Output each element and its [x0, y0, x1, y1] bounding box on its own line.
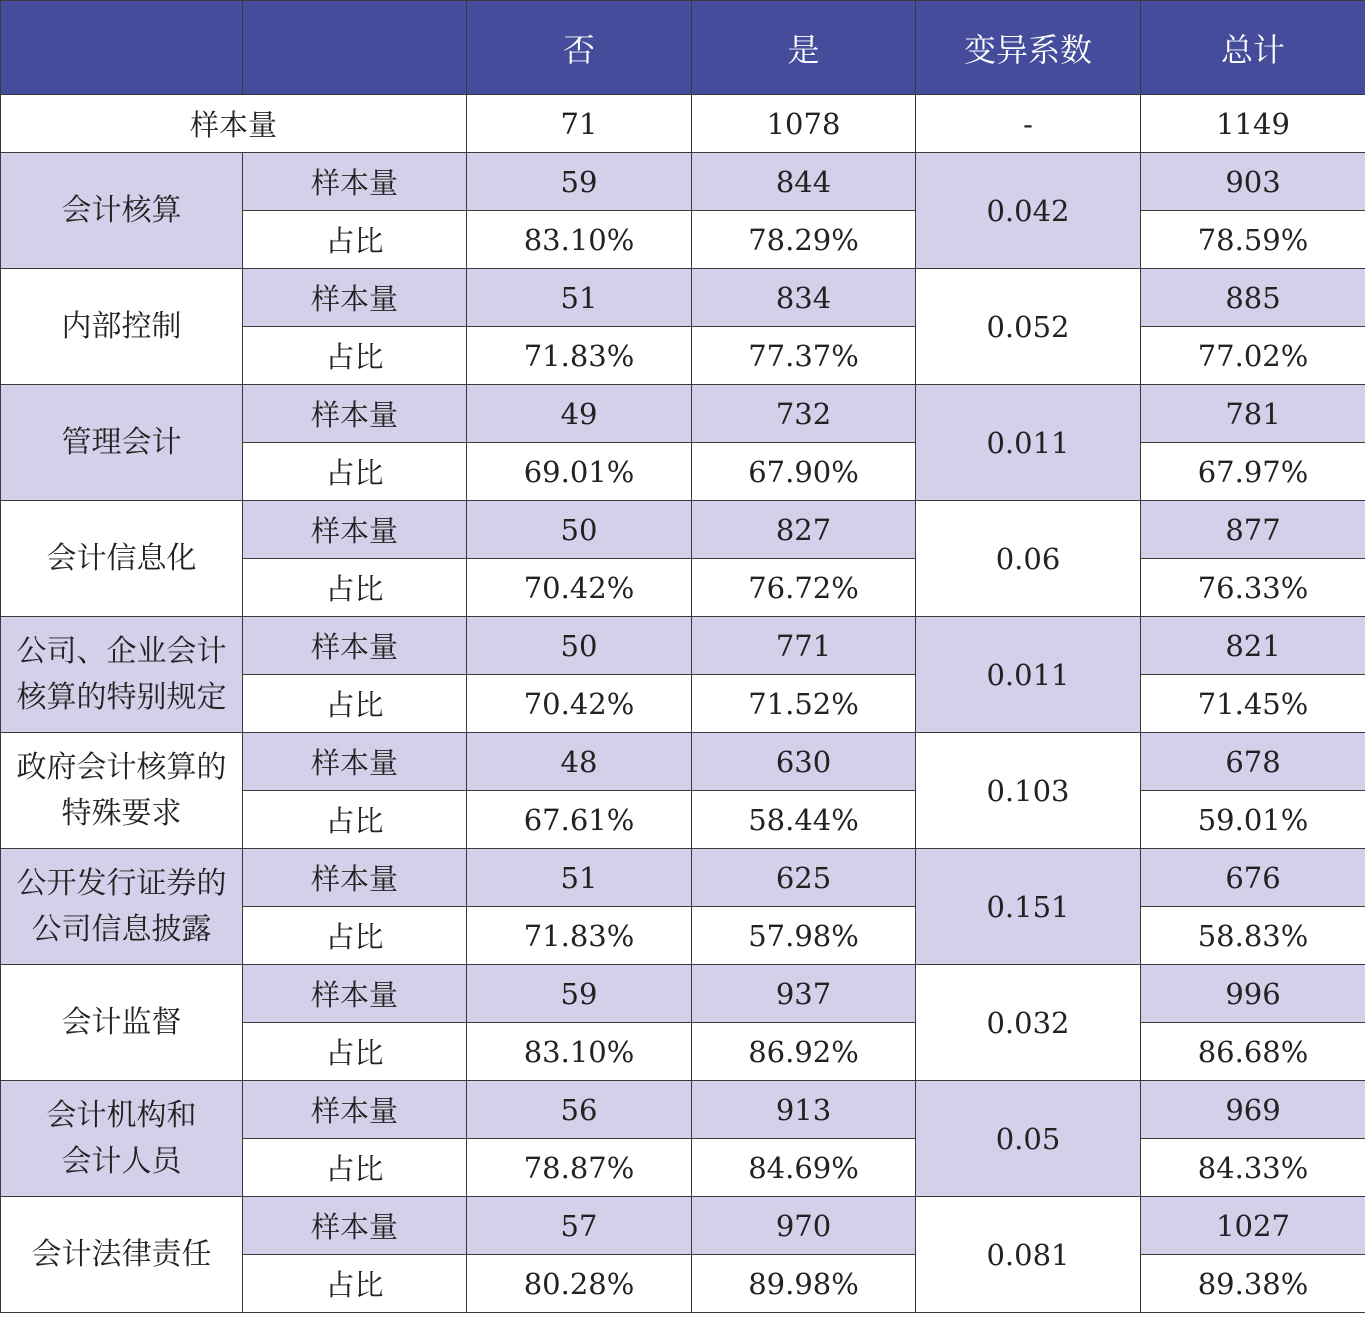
ratio-no: 70.42% [467, 559, 692, 617]
count-total: 885 [1141, 269, 1365, 327]
category-line-1: 政府会计核算的 [16, 749, 227, 785]
cv-value: 0.05 [916, 1081, 1141, 1197]
category-cell: 管理会计 [1, 385, 243, 501]
sample-cv: - [916, 95, 1141, 153]
count-yes: 970 [692, 1197, 916, 1255]
ratio-yes: 57.98% [692, 907, 916, 965]
category-cell [1, 849, 243, 965]
subtype-count-label: 样本量 [243, 617, 467, 675]
table-row [1, 1081, 1365, 1139]
count-yes: 771 [692, 617, 916, 675]
count-no: 57 [467, 1197, 692, 1255]
count-no: 51 [467, 849, 692, 907]
ratio-total: 59.01% [1141, 791, 1365, 849]
count-no: 50 [467, 617, 692, 675]
count-no: 50 [467, 501, 692, 559]
count-total: 996 [1141, 965, 1365, 1023]
header-row [1, 1, 1365, 95]
sample-total: 1149 [1141, 95, 1365, 153]
category-line-1: 会计机构和 [46, 1097, 197, 1133]
category-cell: 会计法律责任 [1, 1197, 243, 1313]
table-row [1, 501, 1365, 559]
ratio-yes: 67.90% [692, 443, 916, 501]
subtype-ratio-label: 占比 [243, 791, 467, 849]
ratio-no: 71.83% [467, 327, 692, 385]
subtype-ratio-label: 占比 [243, 327, 467, 385]
table-header [1, 1, 1365, 95]
count-no: 59 [467, 965, 692, 1023]
sample-no: 71 [467, 95, 692, 153]
subtype-count-label: 样本量 [243, 501, 467, 559]
ratio-total: 77.02% [1141, 327, 1365, 385]
category-cell [1, 733, 243, 849]
subtype-ratio-label: 占比 [243, 559, 467, 617]
category-cell: 会计信息化 [1, 501, 243, 617]
subtype-ratio-label: 占比 [243, 443, 467, 501]
cv-value: 0.06 [916, 501, 1141, 617]
ratio-total: 86.68% [1141, 1023, 1365, 1081]
ratio-yes: 84.69% [692, 1139, 916, 1197]
count-total: 678 [1141, 733, 1365, 791]
header-no: 否 [467, 1, 692, 95]
sample-label: 样本量 [1, 95, 467, 153]
subtype-ratio-label: 占比 [243, 1255, 467, 1313]
category-cell: 会计核算 [1, 153, 243, 269]
subtype-count-label: 样本量 [243, 153, 467, 211]
count-yes: 630 [692, 733, 916, 791]
count-yes: 827 [692, 501, 916, 559]
subtype-ratio-label: 占比 [243, 1023, 467, 1081]
ratio-total: 71.45% [1141, 675, 1365, 733]
ratio-yes: 77.37% [692, 327, 916, 385]
category-line-2: 公司信息披露 [31, 911, 212, 947]
subtype-count-label: 样本量 [243, 1197, 467, 1255]
ratio-total: 76.33% [1141, 559, 1365, 617]
table-row [1, 849, 1365, 907]
ratio-yes: 58.44% [692, 791, 916, 849]
subtype-ratio-label: 占比 [243, 1139, 467, 1197]
count-total: 821 [1141, 617, 1365, 675]
header-yes: 是 [692, 1, 916, 95]
cv-value: 0.042 [916, 153, 1141, 269]
count-no: 49 [467, 385, 692, 443]
cv-value: 0.052 [916, 269, 1141, 385]
ratio-total: 78.59% [1141, 211, 1365, 269]
header-total: 总计 [1141, 1, 1365, 95]
ratio-total: 67.97% [1141, 443, 1365, 501]
ratio-no: 69.01% [467, 443, 692, 501]
count-yes: 834 [692, 269, 916, 327]
category-line-1: 公司、企业会计 [16, 633, 227, 669]
ratio-yes: 89.98% [692, 1255, 916, 1313]
subtype-ratio-label: 占比 [243, 907, 467, 965]
count-yes: 732 [692, 385, 916, 443]
cv-value: 0.081 [916, 1197, 1141, 1313]
ratio-total: 58.83% [1141, 907, 1365, 965]
count-no: 51 [467, 269, 692, 327]
header-cv: 变异系数 [916, 1, 1141, 95]
ratio-no: 83.10% [467, 1023, 692, 1081]
count-no: 59 [467, 153, 692, 211]
ratio-yes: 86.92% [692, 1023, 916, 1081]
subtype-count-label: 样本量 [243, 849, 467, 907]
count-total: 781 [1141, 385, 1365, 443]
count-yes: 625 [692, 849, 916, 907]
ratio-yes: 78.29% [692, 211, 916, 269]
ratio-total: 89.38% [1141, 1255, 1365, 1313]
subtype-ratio-label: 占比 [243, 675, 467, 733]
sample-yes: 1078 [692, 95, 916, 153]
ratio-total: 84.33% [1141, 1139, 1365, 1197]
subtype-ratio-label: 占比 [243, 211, 467, 269]
count-total: 877 [1141, 501, 1365, 559]
subtype-count-label: 样本量 [243, 733, 467, 791]
subtype-count-label: 样本量 [243, 1081, 467, 1139]
cv-value: 0.103 [916, 733, 1141, 849]
sample-row [1, 95, 1365, 153]
table-row [1, 965, 1365, 1023]
count-no: 48 [467, 733, 692, 791]
category-line-1: 公开发行证券的 [16, 865, 227, 901]
table-row [1, 269, 1365, 327]
category-line-2: 特殊要求 [61, 795, 182, 831]
table-row [1, 385, 1365, 443]
count-yes: 937 [692, 965, 916, 1023]
cv-value: 0.011 [916, 617, 1141, 733]
cv-value: 0.011 [916, 385, 1141, 501]
category-line-2: 会计人员 [61, 1143, 182, 1179]
count-no: 56 [467, 1081, 692, 1139]
table-row [1, 617, 1365, 675]
count-yes: 913 [692, 1081, 916, 1139]
subtype-count-label: 样本量 [243, 965, 467, 1023]
ratio-no: 70.42% [467, 675, 692, 733]
ratio-no: 83.10% [467, 211, 692, 269]
table-body [1, 95, 1365, 1313]
table-row [1, 1197, 1365, 1255]
count-total: 1027 [1141, 1197, 1365, 1255]
count-yes: 844 [692, 153, 916, 211]
ratio-no: 80.28% [467, 1255, 692, 1313]
cv-value: 0.151 [916, 849, 1141, 965]
header-blank-subtype [243, 1, 467, 95]
cv-value: 0.032 [916, 965, 1141, 1081]
subtype-count-label: 样本量 [243, 385, 467, 443]
category-cell [1, 617, 243, 733]
ratio-yes: 76.72% [692, 559, 916, 617]
ratio-no: 78.87% [467, 1139, 692, 1197]
category-cell [1, 1081, 243, 1197]
ratio-no: 71.83% [467, 907, 692, 965]
count-total: 969 [1141, 1081, 1365, 1139]
subtype-count-label: 样本量 [243, 269, 467, 327]
count-total: 676 [1141, 849, 1365, 907]
count-total: 903 [1141, 153, 1365, 211]
ratio-no: 67.61% [467, 791, 692, 849]
category-line-2: 核算的特别规定 [16, 679, 227, 715]
category-cell: 内部控制 [1, 269, 243, 385]
table-row [1, 733, 1365, 791]
ratio-yes: 71.52% [692, 675, 916, 733]
table-row [1, 153, 1365, 211]
category-cell: 会计监督 [1, 965, 243, 1081]
header-blank-category [1, 1, 243, 95]
